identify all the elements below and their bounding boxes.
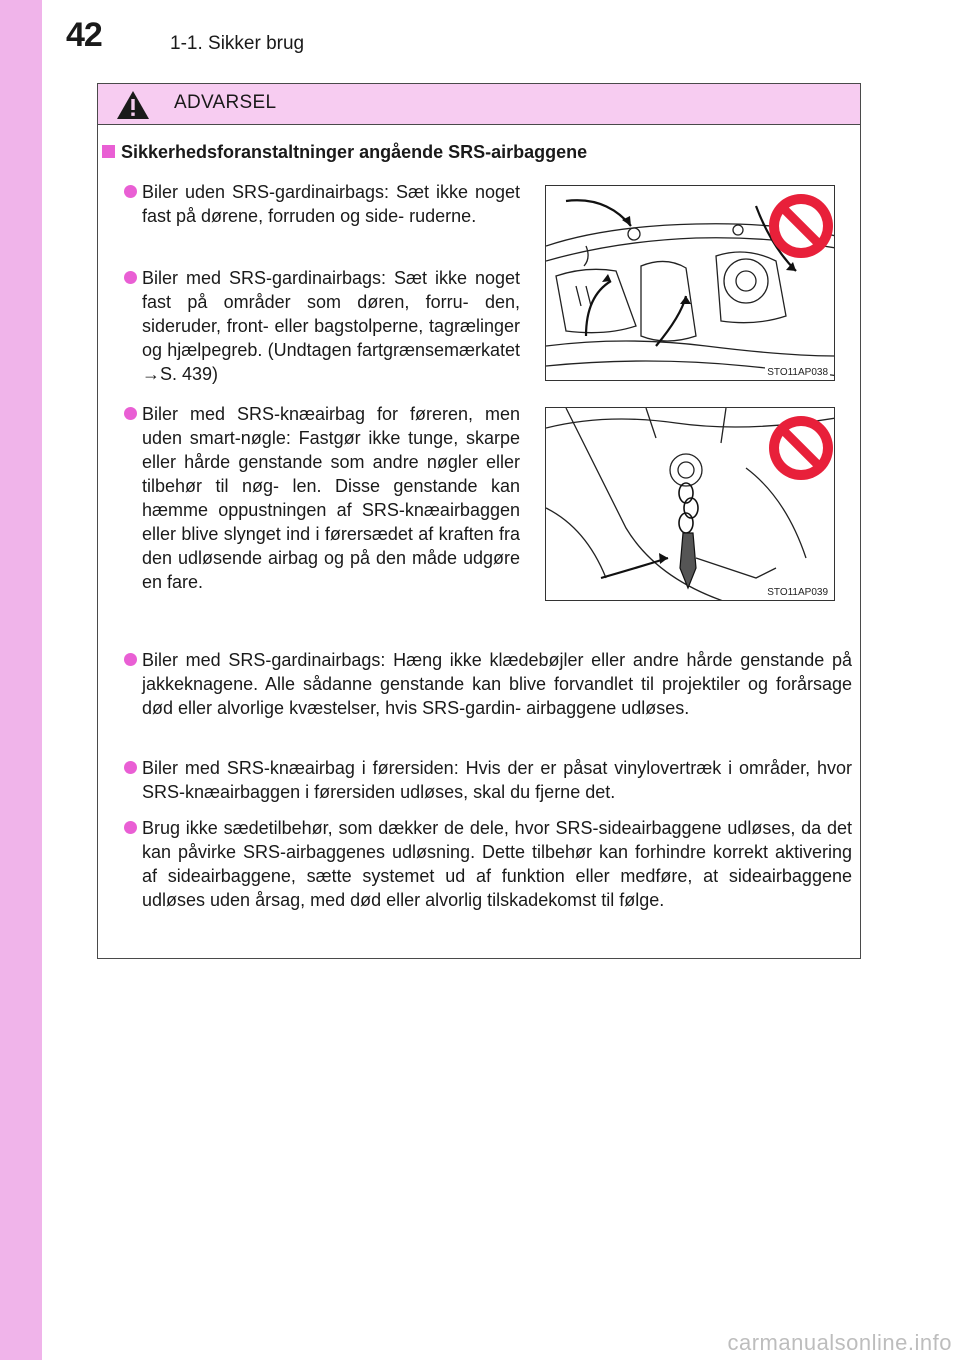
list-item	[142, 816, 852, 912]
figure-car-interior	[545, 185, 835, 381]
bullet-dot-icon	[124, 761, 137, 774]
section-heading	[102, 142, 587, 163]
section-title: 1-1. Sikker brug	[170, 33, 305, 54]
list-item-text: Biler med SRS-gardinairbags: Hæng ikke klædebøjler eller andre hårde genstande på jakkeknagene. Alle sådanne genstande kan blive forvandlet til projektiler og forårsage død eller alvorlige kvæstelser, hvis SRS-gardin- airbaggene udløses.	[142, 650, 852, 718]
warning-label: ADVARSEL	[174, 92, 277, 113]
warning-triangle-icon	[116, 90, 150, 120]
bullet-dot-icon	[124, 653, 137, 666]
warning-header	[98, 84, 860, 125]
bullet-dot-icon	[124, 821, 137, 834]
bullet-dot-icon	[124, 407, 137, 420]
list-item	[142, 402, 520, 594]
prohibition-sign-icon	[769, 194, 833, 258]
figure-code: STO11AP038	[767, 367, 828, 378]
list-item-text: Biler med SRS-knæairbag for føreren, men uden smart-nøgle: Fastgør ikke tunge, skarpe eller hårde genstande som andre nøgler eller tilbehør til nøg- len. Disse genstande kan hæmme oppustningen af SRS-knæairbaggen eller blive slynget ind i førersædet af kraften fra den udløsende airbag og på den måde udgøre en fare.	[142, 404, 520, 592]
bullet-dot-icon	[124, 185, 137, 198]
car-interior-illustration	[546, 186, 835, 381]
section-heading-text: Sikkerhedsforanstaltninger angående SRS-airbaggene	[121, 142, 588, 162]
page-number: 42	[66, 16, 102, 54]
prohibition-sign-icon	[769, 416, 833, 480]
ignition-key-illustration	[546, 408, 835, 601]
side-strip	[0, 0, 42, 1360]
figure-ignition-key	[545, 407, 835, 601]
list-item-text: Biler uden SRS-gardinairbags: Sæt ikke noget fast på dørene, forruden og side- ruderne.	[142, 182, 520, 226]
warning-box	[97, 83, 861, 959]
list-item-text: Biler med SRS-gardinairbags: Sæt ikke noget fast på områder som døren, forru- den, sideruder, front- eller bagstolperne, tagrælinger og hjælpegreb. (Undtagen fartgrænsemærkatet →S. 439)	[142, 268, 520, 384]
list-item-text: Biler med SRS-knæairbag i førersiden: Hvis der er påsat vinylovertræk i områder, hvor SRS-knæairbaggen i førersiden udløses, skal du fjerne det.	[142, 758, 852, 802]
list-item	[142, 266, 520, 386]
list-item-text: Brug ikke sædetilbehør, som dækker de dele, hvor SRS-sideairbaggene udløses, da det kan påvirke SRS-airbaggenes udløsning. Dette tilbehør kan forhindre korrekt aktivering af sideairbaggene, sætte systemet ud af funktion eller medføre, at sideairbaggene udløses uden årsag, med død eller alvorlig tilskadekomst til følge.	[142, 818, 852, 910]
list-item	[142, 648, 852, 720]
figure-code: STO11AP039	[767, 587, 828, 598]
list-item	[142, 180, 520, 228]
square-bullet-icon	[102, 145, 115, 158]
bullet-dot-icon	[124, 271, 137, 284]
list-item	[142, 756, 852, 804]
watermark: carmanualsonline.info	[727, 1330, 952, 1355]
